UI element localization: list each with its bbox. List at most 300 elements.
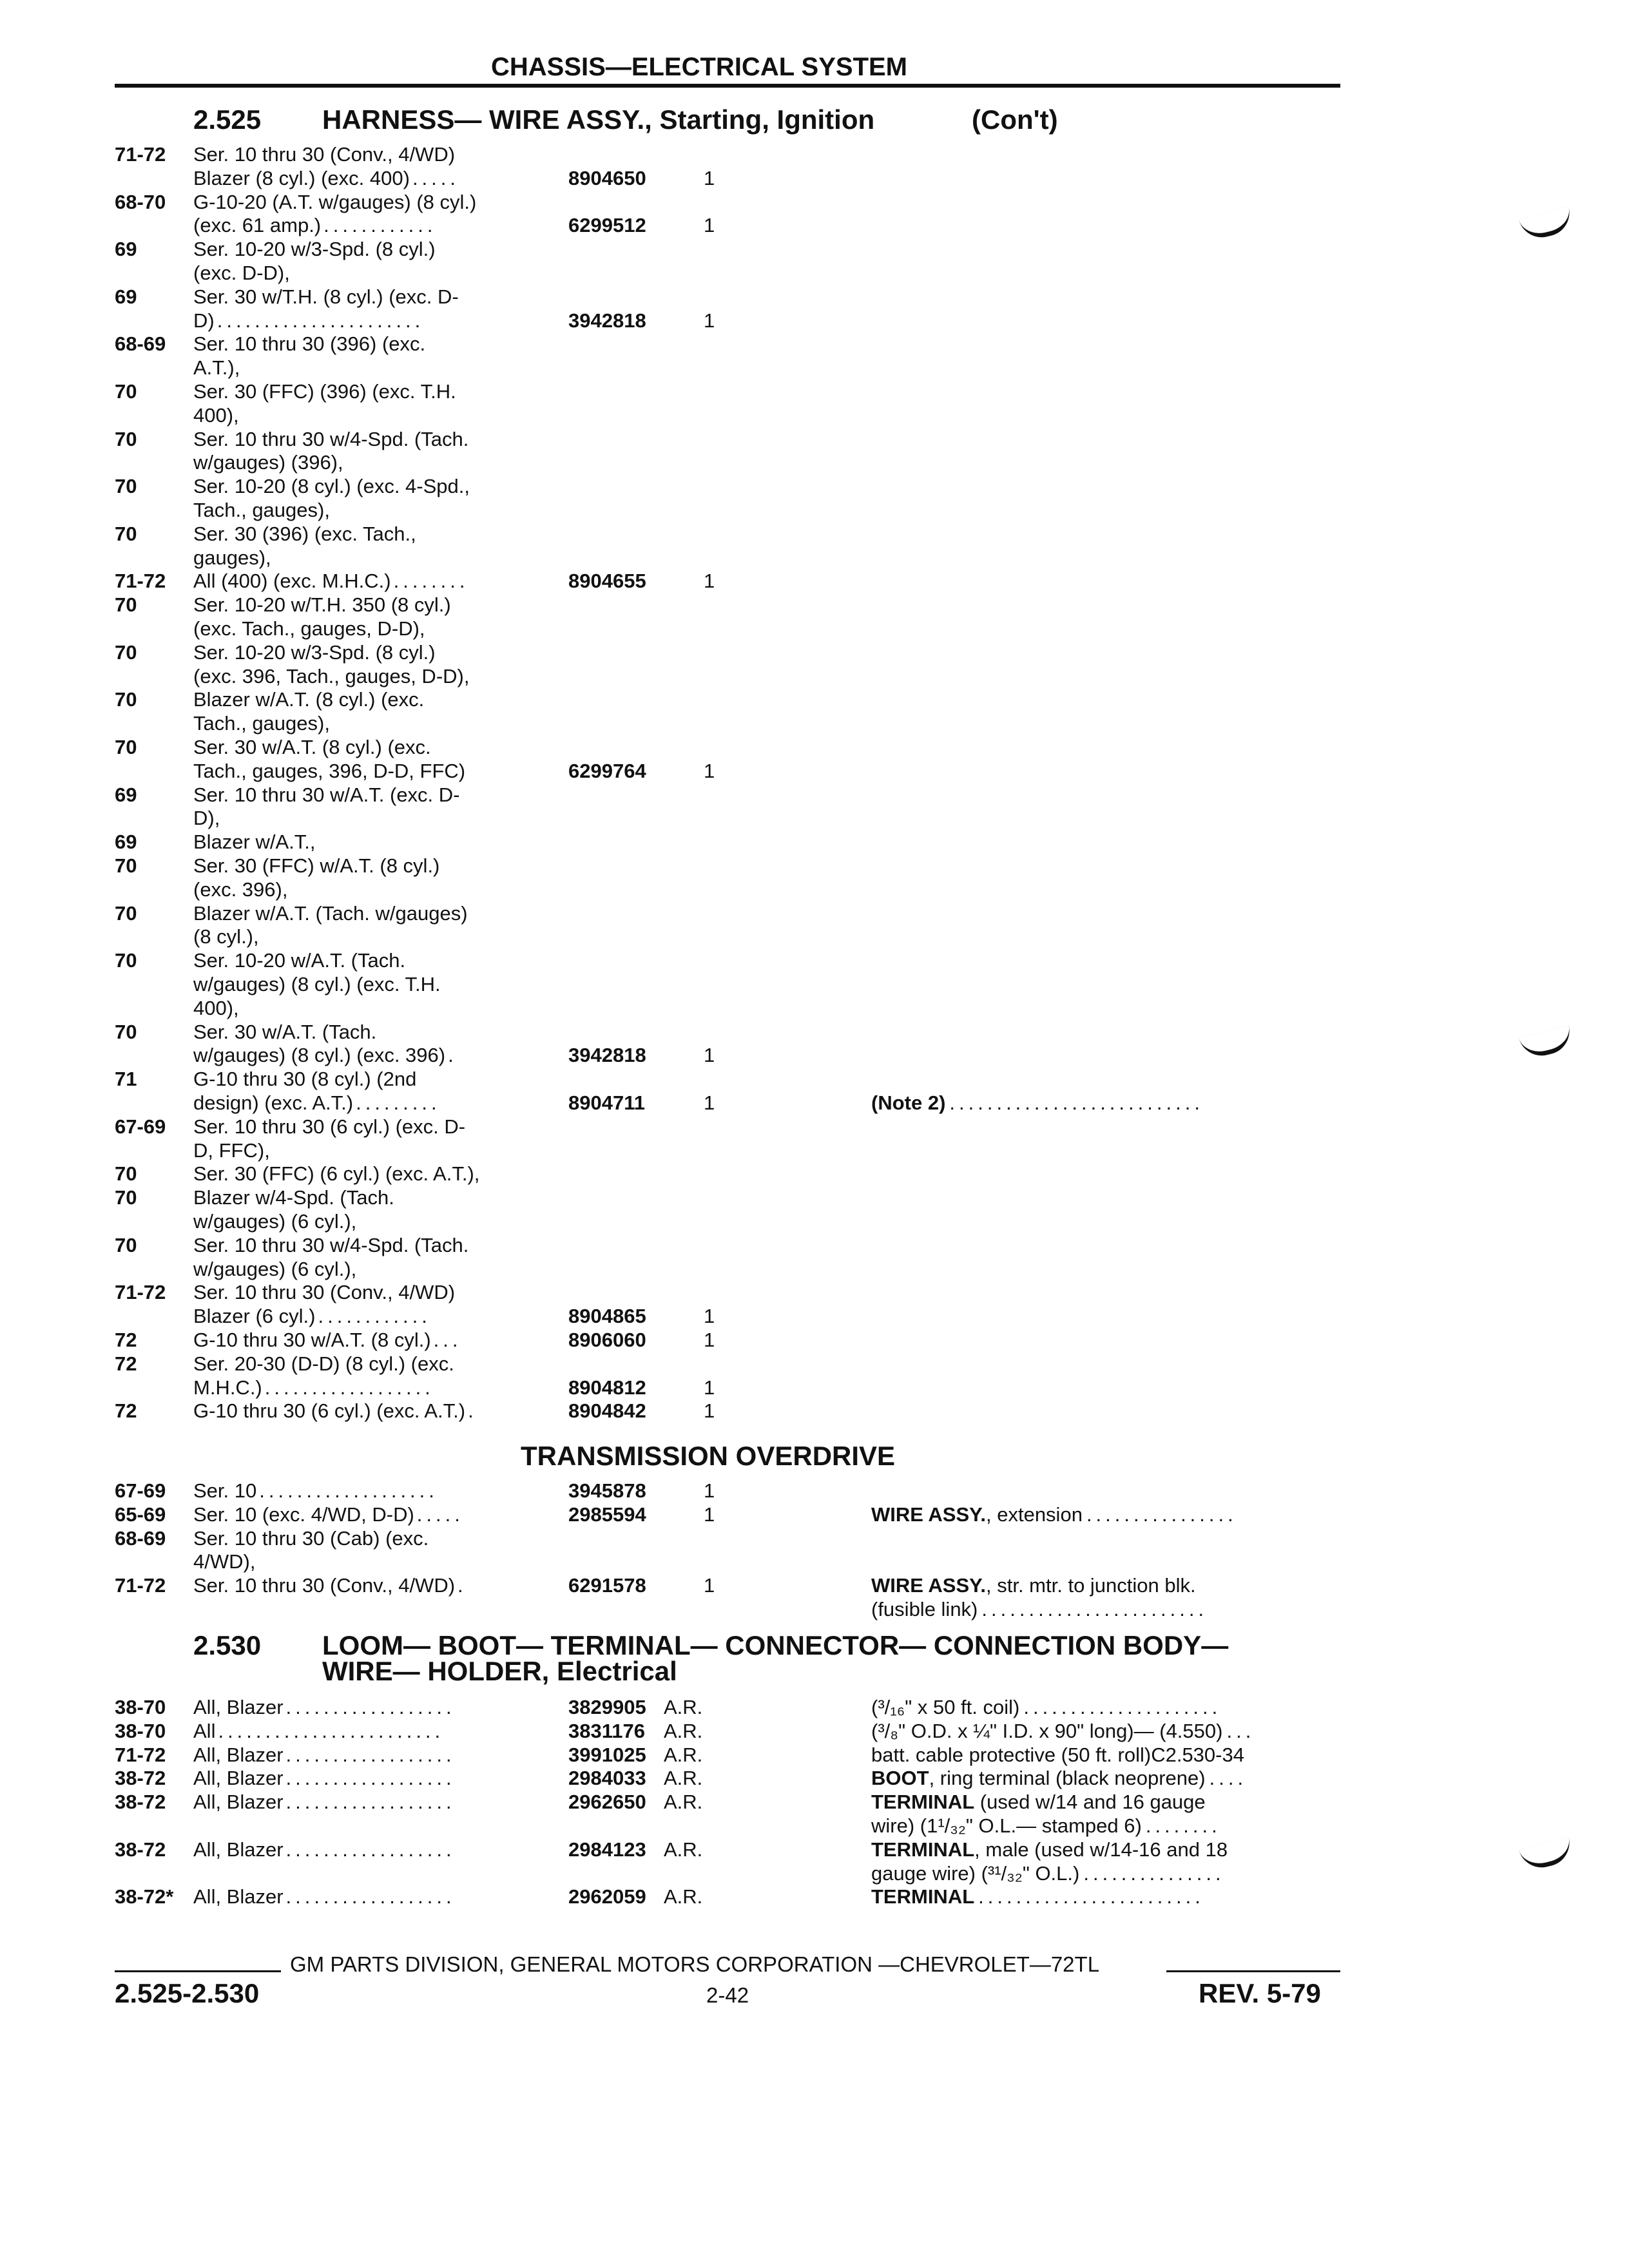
leader-dots: .........	[356, 1091, 441, 1114]
part-row	[0, 665, 1629, 688]
application-description	[193, 1210, 535, 1233]
part-row	[0, 1162, 1629, 1186]
part-row	[0, 1352, 1629, 1376]
description-text: gauges),	[193, 546, 271, 569]
note-text: gauge wire) (³¹/₃₂" O.L.)	[871, 1861, 1080, 1885]
application-description	[193, 1352, 535, 1376]
part-row	[0, 925, 1629, 948]
leader-dots: ....	[1209, 1767, 1248, 1790]
application-description	[193, 997, 535, 1020]
description-text: Blazer w/A.T.,	[193, 831, 316, 854]
application-description	[193, 1527, 535, 1550]
application-description	[193, 1574, 535, 1597]
description-text: Ser. 10 thru 30 (396) (exc.	[193, 332, 426, 356]
model-years: 67-69	[115, 1115, 166, 1138]
part-number: 6299512	[568, 214, 646, 237]
part-number: 2985594	[568, 1503, 646, 1526]
application-description	[193, 617, 535, 640]
application-description	[193, 356, 535, 380]
model-years: 72	[115, 1352, 137, 1375]
quantity: 1	[704, 1091, 715, 1114]
quantity: A.R.	[664, 1743, 703, 1766]
section-title-line1: LOOM— BOOT— TERMINAL— CONNECTOR— CONNECTION BODY—	[322, 1630, 1229, 1660]
description-text: w/gauges) (6 cyl.),	[193, 1210, 357, 1233]
model-years: 68-69	[115, 1526, 166, 1550]
quantity: 1	[704, 1479, 715, 1502]
description-text: Ser. 10 thru 30 (Conv., 4/WD)	[193, 143, 456, 166]
part-row	[0, 878, 1629, 901]
application-description	[193, 902, 535, 925]
model-years: 69	[115, 285, 137, 308]
part-number: 8904711	[568, 1091, 645, 1114]
description-text: Ser. 30 (FFC) (396) (exc. T.H.	[193, 380, 456, 403]
application-description	[193, 1234, 535, 1257]
description-text: Ser. 10 thru 30 w/4-Spd. (Tach.	[193, 427, 469, 450]
model-years: 70	[115, 736, 137, 758]
note-text: (fusible link)	[871, 1598, 978, 1620]
part-note	[871, 1862, 1342, 1885]
application-description	[193, 760, 535, 783]
part-row	[0, 783, 1629, 807]
description-text: Ser. 30 (FFC) (6 cyl.) (exc. A.T.),	[193, 1162, 480, 1186]
description-text: All, Blazer	[193, 1743, 284, 1766]
application-description	[193, 1091, 535, 1115]
part-number: 3942818	[568, 1044, 646, 1067]
part-row	[0, 617, 1629, 640]
section-continued: (Con't)	[972, 104, 1058, 135]
part-number: 8904655	[568, 570, 646, 593]
model-years: 70	[115, 640, 137, 664]
description-text: All, Blazer	[193, 1838, 284, 1861]
footer-rule-right	[1166, 1970, 1340, 1972]
application-description	[193, 1281, 535, 1304]
application-description	[193, 712, 535, 735]
application-description	[193, 1162, 535, 1186]
application-description	[193, 807, 535, 830]
part-row	[0, 1862, 1629, 1885]
part-row	[0, 167, 1629, 190]
application-description	[193, 854, 535, 878]
part-row	[0, 475, 1629, 498]
model-years: 71-72	[115, 1574, 166, 1597]
leader-dots: ..................	[285, 1767, 456, 1790]
section-title: HARNESS— WIRE ASSY., Starting, Ignition	[322, 104, 875, 135]
part-row	[0, 332, 1629, 356]
part-row	[0, 1838, 1629, 1861]
quantity: A.R.	[664, 1838, 703, 1861]
description-text: Ser. 10 thru 30 w/4-Spd. (Tach.	[193, 1233, 469, 1256]
application-description	[193, 404, 535, 427]
part-note	[871, 1838, 1342, 1861]
model-years: 70	[115, 1233, 137, 1256]
leader-dots: ............	[318, 1305, 431, 1328]
leader-dots: .....	[416, 1503, 464, 1526]
part-row	[0, 404, 1629, 427]
part-row	[0, 997, 1629, 1020]
description-text: Blazer w/4-Spd. (Tach.	[193, 1186, 394, 1209]
quantity: A.R.	[664, 1885, 703, 1908]
model-years: 70	[115, 949, 137, 972]
leader-dots: ............	[323, 214, 437, 237]
part-row	[0, 1574, 1629, 1597]
application-description	[193, 1021, 535, 1044]
application-description	[193, 1068, 535, 1091]
application-description	[193, 1885, 535, 1908]
part-number: 2984123	[568, 1838, 646, 1861]
description-text: Blazer (8 cyl.) (exc. 400)	[193, 166, 410, 189]
description-text: Ser. 10-20 w/A.T. (Tach.	[193, 949, 406, 972]
model-years: 70	[115, 380, 137, 403]
application-description	[193, 1503, 535, 1526]
model-years: 70	[115, 1162, 137, 1186]
quantity: 1	[704, 1329, 715, 1351]
quantity: A.R.	[664, 1696, 703, 1718]
part-note	[871, 1791, 1342, 1814]
application-description	[193, 428, 535, 451]
application-description	[193, 831, 535, 854]
note-text: , extension	[986, 1503, 1083, 1526]
description-text: (exc. 396),	[193, 878, 288, 901]
leader-dots: ...................	[259, 1479, 438, 1502]
application-description	[193, 143, 535, 166]
note-text: (³/₈" O.D. x ¼" I.D. x 90" long)— (4.550)	[871, 1719, 1223, 1742]
part-row	[0, 309, 1629, 332]
part-row	[0, 285, 1629, 309]
description-text: Ser. 10-20 w/3-Spd. (8 cyl.)	[193, 238, 436, 261]
description-text: Ser. 10 thru 30 (Conv., 4/WD)	[193, 1281, 456, 1304]
description-text: D)	[193, 309, 215, 332]
leader-dots: ..................	[285, 1885, 456, 1908]
part-row	[0, 1479, 1629, 1503]
leader-dots: ...	[1226, 1719, 1255, 1742]
application-description	[193, 1186, 535, 1209]
leader-dots: ..................	[285, 1838, 456, 1861]
model-years: 70	[115, 593, 137, 617]
quantity: 1	[704, 1503, 715, 1526]
part-row	[0, 1186, 1629, 1209]
quantity: 1	[704, 1399, 715, 1423]
part-row	[0, 854, 1629, 878]
leader-dots: ...............	[1083, 1861, 1225, 1885]
application-description	[193, 783, 535, 807]
part-note	[871, 1720, 1342, 1743]
application-description	[193, 1767, 535, 1790]
description-text: Ser. 10 thru 30 w/A.T. (exc. D-	[193, 783, 460, 806]
part-row	[0, 238, 1629, 261]
part-row	[0, 570, 1629, 593]
application-description	[193, 1139, 535, 1162]
description-text: G-10-20 (A.T. w/gauges) (8 cyl.)	[193, 190, 477, 213]
description-text: w/gauges) (6 cyl.),	[193, 1257, 357, 1280]
part-row	[0, 1281, 1629, 1304]
description-text: (exc. 61 amp.)	[193, 214, 322, 237]
part-row	[0, 1068, 1629, 1091]
part-number: 3942818	[568, 309, 646, 332]
quantity: 1	[704, 759, 715, 782]
application-description	[193, 523, 535, 546]
part-note	[871, 1744, 1342, 1767]
description-text: 400),	[193, 996, 239, 1019]
leader-dots: ...	[433, 1329, 462, 1351]
part-row	[0, 380, 1629, 403]
part-note	[871, 1503, 1342, 1526]
application-description	[193, 1696, 535, 1719]
description-text: 4/WD),	[193, 1550, 256, 1573]
part-row	[0, 712, 1629, 735]
quantity: 1	[704, 1044, 715, 1067]
part-row	[0, 1376, 1629, 1399]
part-row	[0, 262, 1629, 285]
model-years: 72	[115, 1399, 137, 1423]
application-description	[193, 1376, 535, 1399]
note-keyword: TERMINAL	[871, 1885, 975, 1908]
leader-dots: ........................	[978, 1885, 1204, 1908]
part-number: 8904650	[568, 166, 646, 189]
part-row	[0, 973, 1629, 996]
part-number: 8904812	[568, 1376, 646, 1399]
application-description	[193, 1791, 535, 1814]
leader-dots: .	[468, 1399, 477, 1423]
part-row	[0, 593, 1629, 617]
part-row	[0, 499, 1629, 522]
model-years: 68-70	[115, 190, 166, 213]
part-number: 6291578	[568, 1574, 646, 1597]
part-row	[0, 1305, 1629, 1328]
part-row	[0, 1503, 1629, 1526]
model-years: 38-72	[115, 1791, 166, 1814]
application-description	[193, 499, 535, 522]
part-note	[871, 1574, 1342, 1597]
application-description	[193, 262, 535, 285]
note-keyword: TERMINAL	[871, 1838, 975, 1861]
model-years: 71-72	[115, 143, 166, 166]
section-title-line2: WIRE— HOLDER, Electrical	[322, 1656, 677, 1686]
application-description	[193, 238, 535, 261]
model-years: 38-70	[115, 1719, 166, 1742]
part-row	[0, 1021, 1629, 1044]
application-description	[193, 925, 535, 948]
header-rule	[115, 84, 1340, 88]
model-years: 70	[115, 901, 137, 925]
quantity: A.R.	[664, 1767, 703, 1790]
model-years: 69	[115, 831, 137, 854]
description-text: All, Blazer	[193, 1767, 284, 1790]
part-row	[0, 1329, 1629, 1352]
note-keyword: (Note 2)	[871, 1091, 946, 1114]
footer-publisher: GM PARTS DIVISION, GENERAL MOTORS CORPORATION —CHEVROLET—72TL	[290, 1952, 1100, 1976]
quantity: 1	[704, 309, 715, 332]
part-row	[0, 1210, 1629, 1233]
leader-dots: ...........................	[949, 1091, 1204, 1114]
part-number: 6299764	[568, 759, 646, 782]
quantity: 1	[704, 214, 715, 237]
leader-dots: .....	[412, 166, 460, 189]
application-description	[193, 688, 535, 711]
quantity: 1	[704, 1376, 715, 1399]
leader-dots: ........	[393, 570, 469, 593]
model-years: 38-70	[115, 1696, 166, 1718]
application-description	[193, 332, 535, 356]
model-years: 71-72	[115, 1743, 166, 1766]
description-text: Tach., gauges, 396, D-D, FFC)	[193, 759, 466, 782]
application-description	[193, 1115, 535, 1139]
leader-dots: ..................	[285, 1791, 456, 1814]
model-years: 70	[115, 854, 137, 877]
quantity: 1	[704, 1574, 715, 1597]
note-text: , male (used w/14-16 and 18	[974, 1838, 1228, 1861]
description-text: Tach., gauges),	[193, 712, 330, 735]
part-note	[871, 1767, 1342, 1790]
part-row	[0, 807, 1629, 830]
footer-page-number: 2-42	[706, 1983, 749, 2007]
description-text: (exc. 396, Tach., gauges, D-D),	[193, 664, 470, 687]
description-text: w/gauges) (8 cyl.) (exc. T.H.	[193, 973, 441, 995]
description-text: G-10 thru 30 (8 cyl.) (2nd	[193, 1068, 417, 1091]
model-years: 68-69	[115, 332, 166, 356]
part-row	[0, 1258, 1629, 1281]
leader-dots: ..................	[264, 1376, 434, 1399]
part-row	[0, 546, 1629, 570]
note-keyword: WIRE ASSY.	[871, 1503, 986, 1526]
description-text: All	[193, 1719, 216, 1742]
leader-dots: .....................	[1023, 1696, 1222, 1718]
part-row	[0, 451, 1629, 474]
description-text: Ser. 10 thru 30 (6 cyl.) (exc. D-	[193, 1115, 466, 1138]
application-description	[193, 1720, 535, 1743]
section-number: 2.530	[193, 1630, 262, 1660]
part-row	[0, 949, 1629, 972]
part-number: 3829905	[568, 1696, 646, 1718]
part-row	[0, 641, 1629, 664]
description-text: M.H.C.)	[193, 1376, 262, 1399]
description-text: G-10 thru 30 w/A.T. (8 cyl.)	[193, 1329, 431, 1351]
part-row	[0, 143, 1629, 166]
model-years: 38-72*	[115, 1885, 174, 1908]
model-years: 70	[115, 1020, 137, 1043]
description-text: A.T.),	[193, 356, 240, 380]
model-years: 70	[115, 427, 137, 450]
part-row	[0, 428, 1629, 451]
part-row	[0, 1598, 1629, 1621]
application-description	[193, 878, 535, 901]
description-text: (exc. D-D),	[193, 262, 290, 284]
description-text: Ser. 10 (exc. 4/WD, D-D)	[193, 1503, 414, 1526]
part-row	[0, 1550, 1629, 1573]
leader-dots: ........................	[218, 1719, 445, 1742]
part-row	[0, 1044, 1629, 1067]
part-number: 2962059	[568, 1885, 646, 1908]
part-row	[0, 902, 1629, 925]
application-description	[193, 1838, 535, 1861]
part-row	[0, 831, 1629, 854]
description-text: (8 cyl.),	[193, 925, 259, 948]
page-title: CHASSIS—ELECTRICAL SYSTEM	[491, 53, 907, 81]
description-text: All, Blazer	[193, 1696, 284, 1718]
application-description	[193, 1329, 535, 1352]
part-row	[0, 1139, 1629, 1162]
note-keyword: WIRE ASSY.	[871, 1574, 986, 1597]
application-description	[193, 1399, 535, 1423]
note-text: batt. cable protective (50 ft. roll)C2.530-34	[871, 1743, 1244, 1766]
description-text: D, FFC),	[193, 1139, 270, 1162]
part-row	[0, 1744, 1629, 1767]
leader-dots: ..................	[285, 1743, 456, 1766]
model-years: 70	[115, 522, 137, 545]
application-description	[193, 665, 535, 688]
model-years: 70	[115, 475, 137, 498]
application-description	[193, 1258, 535, 1281]
description-text: Ser. 30 (FFC) w/A.T. (8 cyl.)	[193, 854, 440, 877]
part-row	[0, 1720, 1629, 1743]
description-text: Ser. 30 w/A.T. (8 cyl.) (exc.	[193, 736, 431, 758]
footer-rule-left	[115, 1970, 281, 1972]
description-text: All (400) (exc. M.H.C.)	[193, 570, 391, 593]
part-row	[0, 1399, 1629, 1423]
part-note	[871, 1091, 1342, 1115]
description-text: Blazer (6 cyl.)	[193, 1305, 316, 1328]
quantity: 1	[704, 166, 715, 189]
description-text: Ser. 10	[193, 1479, 257, 1502]
footer-section-range: 2.525-2.530	[115, 1978, 260, 2008]
application-description	[193, 167, 535, 190]
quantity: 1	[704, 1305, 715, 1328]
description-text: Ser. 30 w/A.T. (Tach.	[193, 1020, 377, 1043]
model-years: 70	[115, 1186, 137, 1209]
leader-dots: ........................	[981, 1598, 1208, 1620]
model-years: 72	[115, 1329, 137, 1351]
description-text: G-10 thru 30 (6 cyl.) (exc. A.T.)	[193, 1399, 466, 1423]
description-text: D),	[193, 807, 220, 830]
description-text: Tach., gauges),	[193, 499, 330, 521]
note-text: , ring terminal (black neoprene)	[929, 1767, 1206, 1790]
subsection-title: TRANSMISSION OVERDRIVE	[521, 1441, 896, 1471]
application-description	[193, 949, 535, 972]
part-note	[871, 1814, 1342, 1838]
model-years: 71-72	[115, 1281, 166, 1304]
part-row	[0, 1115, 1629, 1139]
part-row	[0, 760, 1629, 783]
model-years: 38-72	[115, 1838, 166, 1861]
model-years: 67-69	[115, 1479, 166, 1502]
description-text: design) (exc. A.T.)	[193, 1091, 354, 1114]
leader-dots: .	[448, 1044, 458, 1067]
description-text: (exc. Tach., gauges, D-D),	[193, 617, 425, 640]
description-text: Ser. 10-20 w/T.H. 350 (8 cyl.)	[193, 593, 451, 617]
application-description	[193, 475, 535, 498]
description-text: w/gauges) (396),	[193, 451, 343, 474]
application-description	[193, 1044, 535, 1067]
description-text: Ser. 10-20 w/3-Spd. (8 cyl.)	[193, 640, 436, 664]
part-row	[0, 1885, 1629, 1908]
part-row	[0, 688, 1629, 711]
description-text: w/gauges) (8 cyl.) (exc. 396)	[193, 1044, 446, 1067]
application-description	[193, 1744, 535, 1767]
note-text: , str. mtr. to junction blk.	[986, 1574, 1196, 1597]
part-number: 8904865	[568, 1305, 646, 1328]
leader-dots: ........	[1145, 1814, 1221, 1837]
part-number: 3945878	[568, 1479, 646, 1502]
part-row	[0, 1234, 1629, 1257]
part-note	[871, 1885, 1342, 1908]
description-text: Ser. 10 thru 30 (Conv., 4/WD)	[193, 1574, 456, 1597]
part-row	[0, 736, 1629, 759]
part-row	[0, 1527, 1629, 1550]
application-description	[193, 593, 535, 617]
model-years: 38-72	[115, 1767, 166, 1790]
description-text: Ser. 30 (396) (exc. Tach.,	[193, 522, 416, 545]
application-description	[193, 191, 535, 214]
leader-dots: ..................	[285, 1696, 456, 1718]
